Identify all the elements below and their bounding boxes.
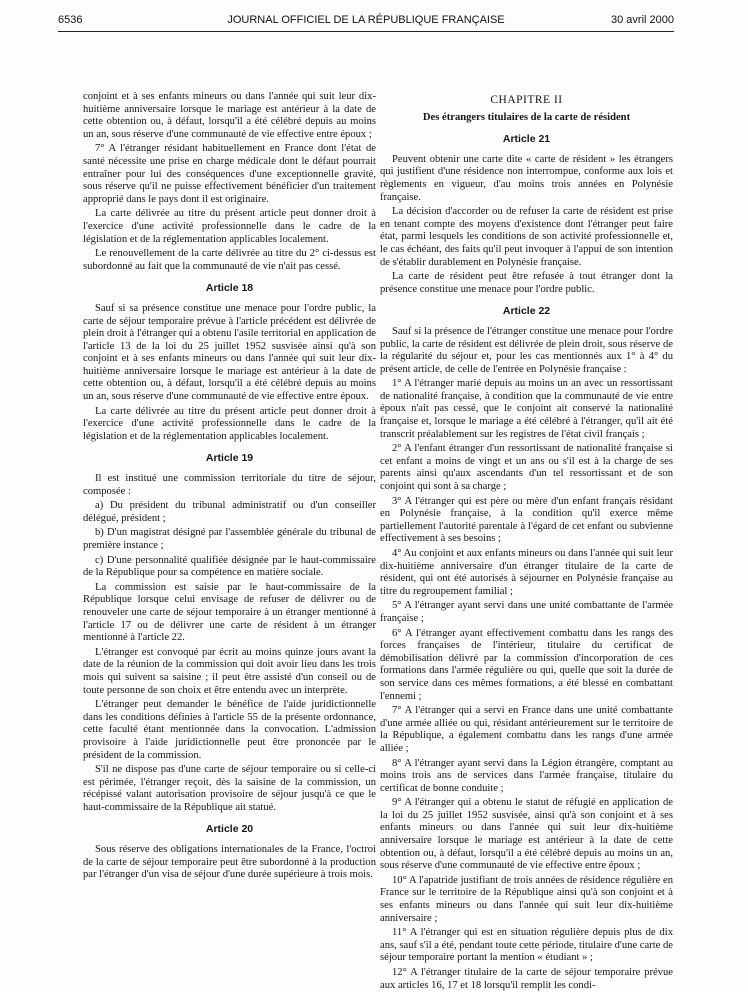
article-heading: Article 18: [205, 282, 254, 295]
page-number: 6536: [58, 14, 83, 26]
paragraph: La carte de résident peut être refusée à tout étranger dont la présence constitue une menace pour l'ordre public.: [380, 271, 673, 295]
chapter-title: Des étrangers titulaires de la carte de résident: [422, 111, 631, 123]
publication-date: 30 avril 2000: [611, 14, 674, 26]
chapter-heading: CHAPITRE II: [490, 94, 563, 106]
paragraph: 1° A l'étranger marié depuis au moins un an avec un ressortissant de nationalité française, à condition que la communauté de vie entre époux n'ait pas cessé, que le conjoint ait conservé la nationalité française et, lorsque le mariage a été célébré à l'étranger, qu'il ait été transcrit préalablement sur les registres de l'état civil français ;: [380, 378, 673, 440]
paragraph: Il est institué une commission territoriale du titre de séjour, composée :: [83, 473, 376, 497]
paragraph: b) D'un magistrat désigné par l'assemblée générale du tribunal de première instance ;: [83, 527, 376, 551]
paragraph: 3° A l'étranger qui est père ou mère d'un enfant français résidant en Polynésie française, à la condition qu'il exerce même partiellement l'autorité parentale à l'égard de cet enfant ou subvienne effectivement à ses besoins ;: [380, 495, 673, 545]
paragraph: 7° A l'étranger qui a servi en France dans une unité combattante d'une armée alliée ou qui, résidant antérieurement sur le territoire de la République, a également combattu dans les rangs d'une armée alliée ;: [380, 705, 673, 754]
paragraph: Sauf si sa présence constitue une menace pour l'ordre public, la carte de séjour temporaire prévue à l'article précédent est délivrée de plein droit à l'étranger qui a obtenu l'asile territorial en application de l'article 13 de la loi du 25 juillet 1952 susvisée ainsi qu'à son conjoint et à ses enfants mineurs ou dans l'année qui suit leur dix-huitième anniversaire lorsque le mariage est antérieur à la date de cette obtention ou, à défaut, lorsqu'il a été célébré depuis au moins un an, sous réserve d'une communauté de vie effective entre époux.: [83, 302, 376, 403]
article-heading: Article 21: [502, 133, 551, 146]
paragraph: La décision d'accorder ou de refuser la carte de résident est prise en tenant compte des moyens d'existence dont l'étranger peut faire état, parmi lesquels les conditions de son activité professionnelle et, le cas échéant, des faits qu'il peut invoquer à l'appui de son intention de s'établir durablement en Polynésie française.: [380, 206, 673, 268]
paragraph: Peuvent obtenir une carte dite « carte de résident » les étrangers qui justifient d'une résidence non interrompue, conforme aux lois et règlements en vigueur, d'au moins trois années en Polynésie française.: [380, 153, 673, 203]
paragraph: S'il ne dispose pas d'une carte de séjour temporaire ou si celle-ci est périmée, l'étranger reçoit, dès la saisine de la commission, un récépissé valant autorisation provisoire de séjour jusqu'à ce que le haut-commissaire de la République ait statué.: [83, 764, 376, 813]
paragraph: La commission est saisie par le haut-commissaire de la République lorsque celui envisage de refuser de délivrer ou de renouveler une carte de séjour temporaire à un étranger mentionné à l'article 17 ou de délivrer une carte de résident à un étranger mentionné à l'article 22.: [83, 581, 376, 644]
paragraph: 5° A l'étranger ayant servi dans une unité combattante de l'armée française ;: [380, 600, 673, 624]
article-heading: Article 20: [205, 823, 254, 836]
article-heading: Article 19: [205, 452, 254, 465]
paragraph: 6° A l'étranger ayant effectivement combattu dans les rangs des forces françaises de l'intérieur, titulaire du certificat de démobilisation délivré par la commission d'incorporation de ces formations dans l'armée régulière ou qui, quelle que soit la durée de son service dans ces mêmes formations, a été blessé en combattant l'ennemi ;: [380, 627, 673, 702]
left-column: [83, 91, 376, 884]
article-heading: Article 22: [502, 305, 551, 318]
paragraph: 11° A l'étranger qui est en situation régulière depuis plus de dix ans, sauf s'il a été, pendant toute cette période, titulaire d'une carte de séjour temporaire portant la mention « étudiant » ;: [380, 927, 673, 964]
paragraph: 9° A l'étranger qui a obtenu le statut de réfugié en application de la loi du 25 juillet 1952 susvisée, ainsi qu'à son conjoint et à ses enfants mineurs ou dans l'année qui suit leur dix-huitième anniversaire lorsque le mariage est antérieur à la date de cette obtention ou, à défaut, lorsqu'il a été célébré depuis au moins un an, sous réserve d'une communauté de vie effective entre époux ;: [380, 797, 673, 872]
paragraph: Sauf si la présence de l'étranger constitue une menace pour l'ordre public, la carte de résident est délivrée de plein droit, sous réserve de la régularité du séjour et, pour les cas mentionnés aux 1° à 4° du présent article, de celle de l'entrée en Polynésie française :: [380, 325, 673, 375]
paragraph: La carte délivrée au titre du présent article peut donner droit à l'exercice d'une activité professionnelle dans le cadre de la législation et de la réglementation applicables localement.: [83, 405, 376, 442]
right-column: [380, 94, 673, 994]
running-header: [58, 14, 674, 30]
journal-title: JOURNAL OFFICIEL DE LA RÉPUBLIQUE FRANÇAISE: [227, 14, 505, 26]
paragraph: La carte délivrée au titre du présent article peut donner droit à l'exercice d'une activité professionnelle dans le cadre de la législation et de la réglementation applicables localement.: [83, 208, 376, 245]
paragraph: L'étranger peut demander le bénéfice de l'aide juridictionnelle dans les conditions définies à l'article 55 de la présente ordonnance, cette faculté étant mentionnée dans la convocation. L'admission provisoire à l'aide juridictionnelle peut être prononcée par le président de la commission.: [83, 699, 376, 761]
paragraph: 4° Au conjoint et aux enfants mineurs ou dans l'année qui suit leur dix-huitième anniversaire d'un étranger titulaire de la carte de résident, qui ont été autorisés à séjourner en Polynésie française au titre du regroupement familial ;: [380, 548, 673, 597]
paragraph: 10° A l'apatride justifiant de trois années de résidence régulière en France sur le territoire de la République ainsi qu'à son conjoint et à ses enfants mineurs ou dans l'année qui suit leur dix-huitième anniversaire ;: [380, 874, 673, 924]
header-rule: [58, 31, 674, 32]
paragraph: Le renouvellement de la carte délivrée au titre du 2° ci-dessus est subordonné au fait que la communauté de vie n'ait pas cessé.: [83, 248, 376, 272]
paragraph: L'étranger est convoqué par écrit au moins quinze jours avant la date de la réunion de la commission qui doit avoir lieu dans les trois mois qui suivent sa saisine ; il peut être assisté d'un conseil ou de toute personne de son choix et être entendu avec un interprète.: [83, 646, 376, 696]
paragraph: 7° A l'étranger résidant habituellement en France dont l'état de santé nécessite une prise en charge médicale dont le défaut pourrait entraîner pour lui des conséquences d'une exceptionnelle gravité, sous réserve qu'il ne puisse effectivement bénéficier d'un traitement approprié dans le pays dont il est originaire.: [83, 143, 376, 205]
paragraph: conjoint et à ses enfants mineurs ou dans l'année qui suit leur dix-huitième anniversaire lorsque le mariage est antérieur à la date de cette obtention ou, à défaut, lorsqu'il a été célébré depuis au moins un an, sous réserve d'une communauté de vie effective entre époux ;: [83, 91, 376, 140]
paragraph: Sous réserve des obligations internationales de la France, l'octroi de la carte de séjour temporaire peut être subordonné à la production par l'étranger d'un visa de séjour d'une durée supérieure à trois mois.: [83, 844, 376, 881]
paragraph: c) D'une personnalité qualifiée désignée par le haut-commissaire de la République pour sa compétence en matière sociale.: [83, 554, 376, 579]
paragraph: a) Du président du tribunal administratif ou d'un conseiller délégué, président ;: [83, 500, 376, 524]
paragraph: 12° A l'étranger titulaire de la carte de séjour temporaire prévue aux articles 16, 17 et 18 lorsqu'il remplit les condi-: [380, 967, 673, 991]
paragraph: 8° A l'étranger ayant servi dans la Légion étrangère, comptant au moins trois ans de services dans l'armée française, titulaire du certificat de bonne conduite ;: [380, 757, 673, 794]
paragraph: 2° A l'enfant étranger d'un ressortissant de nationalité française si cet enfant a moins de vingt et un ans ou s'il est à la charge de ses parents ainsi qu'aux ascendants d'un tel ressortissant et de son conjoint qui sont à sa charge ;: [380, 443, 673, 493]
